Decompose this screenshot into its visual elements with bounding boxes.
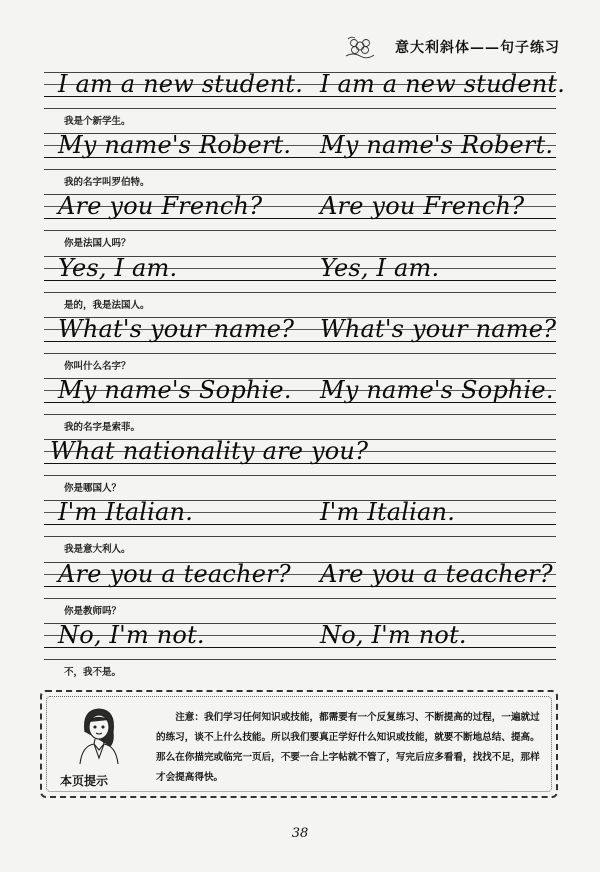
practice-row [44,313,556,374]
sentence-right: My name's Sophie. [320,375,554,404]
practice-row [44,496,556,557]
sentence-right: My name's Robert. [320,131,554,160]
sentence-left: My name's Sophie. [58,375,292,404]
sentence-left: I am a new student. [58,70,304,98]
translation: 你叫什么名字？ [64,360,131,372]
translation: 我的名字叫罗伯特。 [64,177,150,189]
sentence-left: No, I'm not. [58,620,205,649]
practice-row [44,374,556,435]
sentence-right: I am a new student. [320,70,566,98]
sentence-full: What nationality are you? [50,437,369,466]
practice-row [44,435,556,496]
translation: 你是法国人吗？ [64,238,131,250]
sentence-left: Are you a teacher? [58,559,291,588]
translation: 我是个新学生。 [64,116,131,127]
sentence-right: What's your name? [320,314,557,343]
sentence-right: No, I'm not. [320,620,467,649]
practice-row [44,558,556,619]
sentence-left: Yes, I am. [58,253,178,282]
sentence-right: I'm Italian. [320,498,456,527]
header-title: 意大利斜体——句子练习 [395,40,560,56]
girl-illustration-icon [68,702,130,764]
translation: 你是哪国人？ [64,483,122,495]
translation: 是的，我是法国人。 [64,299,150,311]
sentence-left: What's your name? [58,314,295,343]
translation: 不，我不是。 [64,666,122,678]
sentence-right: Are you a teacher? [320,559,553,588]
tip-label: 本页提示 [60,774,109,788]
practice-rows [44,68,566,680]
sentence-left: I'm Italian. [58,498,194,527]
page-number: 38 [291,826,309,841]
practice-row [44,190,556,251]
translation: 我是意大利人。 [64,544,131,556]
practice-row [44,68,566,129]
tip-text: 注意：我们学习任何知识或技能，都需要有一个反复练习、不断提高的过程，一遍就过的练习，谈不上什么技能。所以我们要真正学好什么知识或技能，就要不断地总结、提高。那么在你描完或临完一页后，不要一合上字帖就不管了，写完后应多看看，找找不足，那样才会提高得快。 [156,712,540,783]
practice-row [44,252,556,313]
page-header [343,34,560,60]
sentence-right: Are you French? [320,192,525,221]
sentence-left: My name's Robert. [58,131,292,160]
translation: 你是教师吗？ [64,605,122,617]
sentence-left: Are you French? [58,192,263,221]
sentence-right: Yes, I am. [320,253,440,282]
tip-box [40,690,558,798]
practice-row [44,619,556,680]
flower-ornament-icon [343,34,377,60]
practice-row [44,129,556,190]
translation: 我的名字是索菲。 [64,421,141,433]
